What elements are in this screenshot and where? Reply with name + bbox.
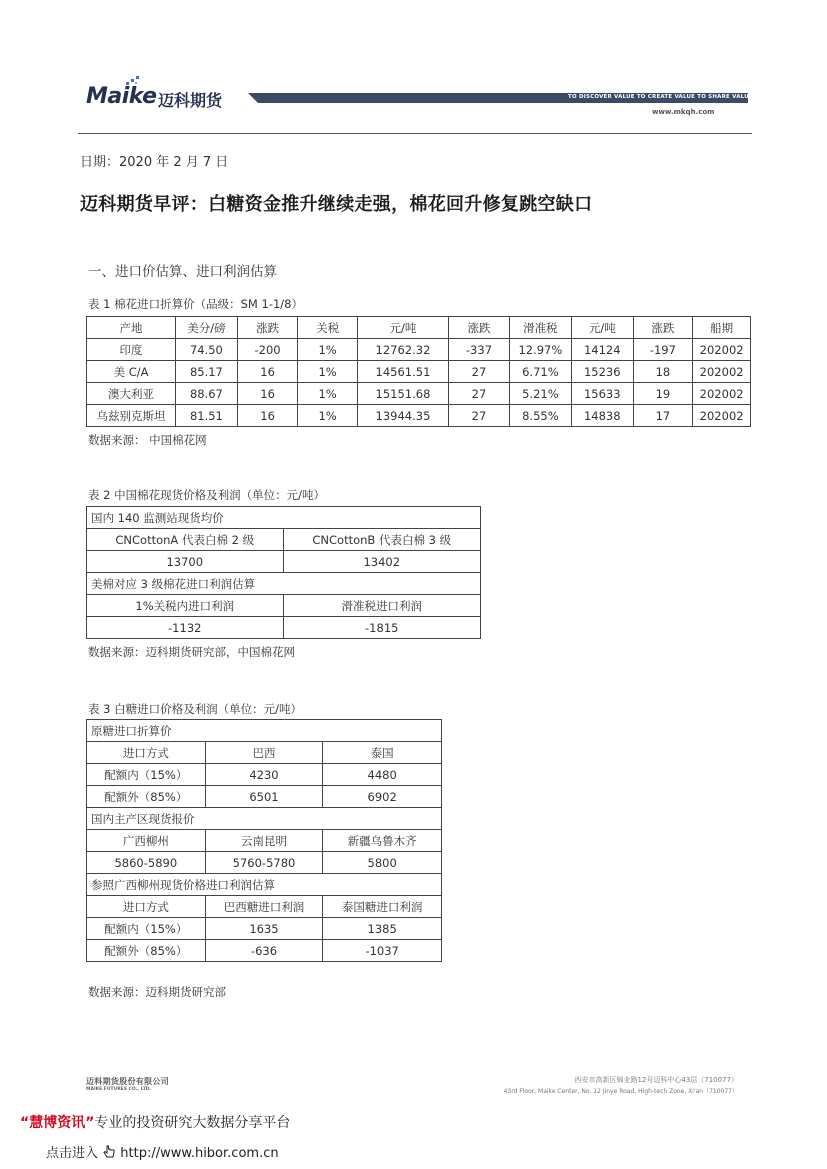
header-cell: 元/吨 [572,317,634,339]
table-header-row [87,896,442,918]
table3-caption: 表 3 白糖进口价格及利润（单位：元/吨） [88,702,303,716]
header-cell: CNCottonB 代表白棉 3 级 [283,529,481,551]
table-cell: 13944.35 [357,405,448,427]
table-cell: 14561.51 [357,361,448,383]
header-cell: 关税 [298,317,357,339]
table1-caption: 表 1 棉花进口折算价（品级：SM 1-1/8） [88,297,303,311]
group-header-cell: 原糖进口折算价 [87,720,442,742]
table-cell: 配额外（85%） [87,940,206,962]
table-cell: 配额内（15%） [87,918,206,940]
table-group-row [87,507,481,529]
table-header-row [87,595,481,617]
table-header-row [87,317,751,339]
table-cell: 1635 [205,918,323,940]
table-header-row [87,529,481,551]
table-cell: 乌兹别克斯坦 [87,405,176,427]
table-row [87,339,751,361]
table-group-row [87,720,442,742]
table-cell: 18 [633,361,693,383]
header-cell: 泰国糖进口利润 [323,896,442,918]
table-row [87,786,442,808]
header-cell: 船期 [693,317,751,339]
table-cell: 14838 [572,405,634,427]
table-row [87,551,481,573]
table-cell: 13402 [283,551,481,573]
table-cell: 4230 [205,764,323,786]
group-header-cell: 美棉对应 3 级棉花进口利润估算 [87,573,481,595]
header-website[interactable]: www.mkqh.com [652,108,715,116]
table3-source: 数据来源：迈科期货研究部 [88,985,226,999]
table-row [87,918,442,940]
table-cell: 1% [298,383,357,405]
table-group-row [87,573,481,595]
header-cell: 进口方式 [87,742,206,764]
header-cell: 涨跌 [449,317,510,339]
logo-wordmark: Maike [86,84,157,109]
table-header-row [87,830,442,852]
table-cell: 5860-5890 [87,852,206,874]
table-cell: 印度 [87,339,176,361]
promo-banner [20,1112,290,1132]
table-cell: 81.51 [176,405,238,427]
table-cell: 1% [298,405,357,427]
header-cell: 滑准税 [509,317,571,339]
table-cell: 美 C/A [87,361,176,383]
table-cell: 1385 [323,918,442,940]
cotton-spot-table [86,506,481,639]
table-row [87,383,751,405]
table-cell: 15151.68 [357,383,448,405]
table-cell: 27 [449,405,510,427]
header-cell: 元/吨 [357,317,448,339]
table-cell: 5760-5780 [205,852,323,874]
table2-source: 数据来源：迈科期货研究部，中国棉花网 [88,645,295,659]
footer-company-cn: 迈科期货股份有限公司 [86,1077,169,1086]
table-cell: 16 [237,405,298,427]
table-cell: 5800 [323,852,442,874]
table-cell: 19 [633,383,693,405]
header-cell: 涨跌 [237,317,298,339]
footer-address-cn: 西安市高新区锦业路12号迈科中心43层（710077） [574,1076,738,1084]
table-cell: 16 [237,383,298,405]
table-cell: 6902 [323,786,442,808]
section-heading: 一、进口价估算、进口利润估算 [88,264,277,280]
table-cell: -337 [449,339,510,361]
table-row [87,940,442,962]
table-cell: -1815 [283,617,481,639]
promo-brand: 慧博资讯 [29,1115,86,1131]
table-cell: 15633 [572,383,634,405]
table-row [87,764,442,786]
pointer-hand-icon [102,1145,116,1159]
table-cell: 202002 [693,361,751,383]
table1-source: 数据来源： 中国棉花网 [88,433,207,447]
header-cell: 滑准税进口利润 [283,595,481,617]
promo-quote-open: “ [20,1115,30,1131]
header-cell: 巴西 [205,742,323,764]
table-group-row [87,808,442,830]
table-cell: 13700 [87,551,284,573]
header-cell: 产地 [87,317,176,339]
table-cell: 14124 [572,339,634,361]
footer-address-en: 43rd Floor, Maike Center, No. 12 Jinye Road, High-tech Zone, Xi'an（710077） [503,1088,738,1095]
header-cell: CNCottonA 代表白棉 2 级 [87,529,284,551]
table-cell: 202002 [693,383,751,405]
table-cell: 202002 [693,339,751,361]
sugar-import-table [86,719,442,962]
header-slogan: TO DISCOVER VALUE TO CREATE VALUE TO SHARE VALUE [568,94,753,100]
table-cell: -1037 [323,940,442,962]
table-cell: 澳大利亚 [87,383,176,405]
table-header-row [87,742,442,764]
header-cell: 涨跌 [633,317,693,339]
group-header-cell: 国内主产区现货报价 [87,808,442,830]
table-cell: 配额外（85%） [87,786,206,808]
table-cell: 15236 [572,361,634,383]
table2-caption: 表 2 中国棉花现货价格及利润（单位：元/吨） [88,488,325,502]
promo-link-prefix: 点击进入 [46,1146,99,1161]
header-cell: 进口方式 [87,896,206,918]
header-cell: 巴西糖进口利润 [205,896,323,918]
table-cell: 8.55% [509,405,571,427]
table-row [87,361,751,383]
promo-link-line [46,1142,279,1161]
table-cell: 1% [298,339,357,361]
table-cell: 12762.32 [357,339,448,361]
logo-chinese-name: 迈科期货 [158,91,223,110]
table-cell: 27 [449,383,510,405]
table-cell: 4480 [323,764,442,786]
report-title: 迈科期货早评：白糖资金推升继续走强，棉花回升修复跳空缺口 [80,194,593,215]
table-cell: -636 [205,940,323,962]
header-divider [78,133,752,134]
table-cell: 配额内（15%） [87,764,206,786]
promo-link[interactable]: http://www.hibor.com.cn [120,1146,279,1161]
group-header-cell: 参照广西柳州现货价格进口利润估算 [87,874,442,896]
footer-company-en: MAIKE FUTURES CO., LTD. [86,1087,152,1092]
header-cell: 广西柳州 [87,830,206,852]
table-cell: 6.71% [509,361,571,383]
table-cell: 27 [449,361,510,383]
table-cell: -1132 [87,617,284,639]
table-cell: 85.17 [176,361,238,383]
promo-quote-close: ” [85,1115,95,1131]
table-cell: 202002 [693,405,751,427]
table-row [87,852,442,874]
promo-text: 专业的投资研究大数据分享平台 [94,1115,291,1131]
group-header-cell: 国内 140 监测站现货均价 [87,507,481,529]
table-cell: 6501 [205,786,323,808]
table-cell: 12.97% [509,339,571,361]
table-cell: 88.67 [176,383,238,405]
header-cell: 泰国 [323,742,442,764]
table-cell: 5.21% [509,383,571,405]
table-cell: -200 [237,339,298,361]
table-row [87,405,751,427]
table-cell: 17 [633,405,693,427]
header-cell: 美分/磅 [176,317,238,339]
table-row [87,617,481,639]
table-cell: -197 [633,339,693,361]
table-cell: 16 [237,361,298,383]
table-cell: 1% [298,361,357,383]
table-cell: 74.50 [176,339,238,361]
table-group-row [87,874,442,896]
report-date: 日期：2020 年 2 月 7 日 [80,155,229,170]
header-cell: 1%关税内进口利润 [87,595,284,617]
header-cell: 新疆乌鲁木齐 [323,830,442,852]
cotton-import-table [86,316,751,427]
header-cell: 云南昆明 [205,830,323,852]
